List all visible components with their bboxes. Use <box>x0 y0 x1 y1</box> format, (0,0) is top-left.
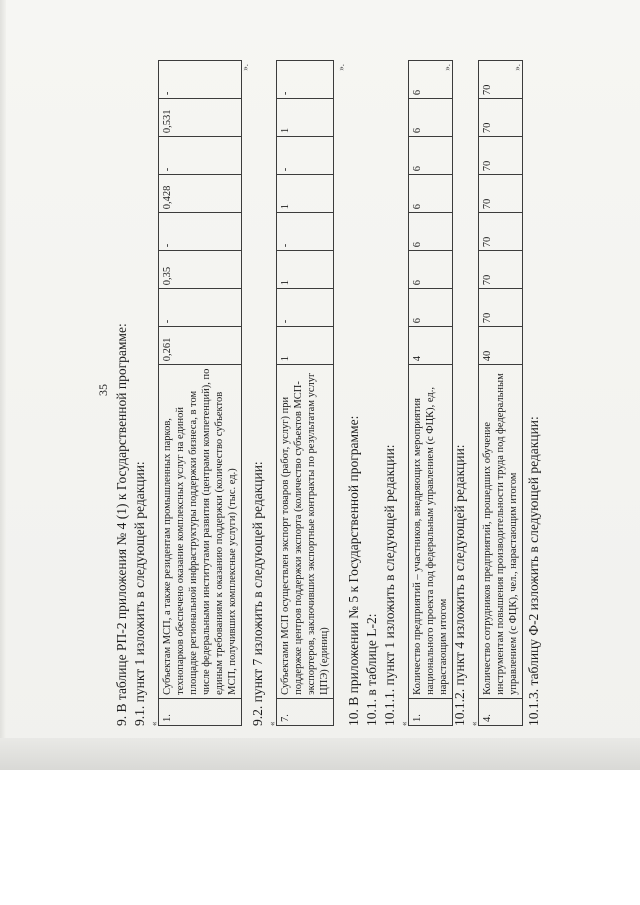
value-cell: 6 <box>409 213 453 251</box>
table-l2-row-1 <box>408 60 453 726</box>
value-cell: - <box>159 213 242 251</box>
row-description: Субъектами МСП осуществлен экспорт товаров (работ, услуг) при поддержке центров поддержки экспорта (количество субъектов МСП-экспортеров, заключивших экспортные контракты по результатам услуг ЦПЭ) (единиц) <box>277 365 334 699</box>
value-cell: 6 <box>409 137 453 175</box>
section-9-1: 9.1. пункт 1 изложить в следующей редакции: <box>132 461 147 726</box>
scan-bottom-shadow <box>0 738 640 770</box>
page-number: 35 <box>96 384 110 396</box>
row-number: 1. <box>409 698 453 725</box>
value-cell: 6 <box>409 175 453 213</box>
quote-open-2: « <box>267 721 277 726</box>
value-cell: 0,261 <box>159 327 242 365</box>
table-row <box>409 61 453 726</box>
value-cell: 0,428 <box>159 175 242 213</box>
value-cell: 0,531 <box>159 99 242 137</box>
quote-close-2: ». <box>336 64 346 71</box>
value-cell: 40 <box>479 327 523 365</box>
value-cell: 70 <box>479 61 523 99</box>
row-description: Количество предприятий – участников, внедряющих мероприятия национального проекта под федеральным управлением (с ФЦК), ед., нарастающим итогом <box>409 365 453 699</box>
quote-open-1: « <box>149 721 159 726</box>
value-cell: - <box>277 289 334 327</box>
section-10-1-1: 10.1.1. пункт 1 изложить в следующей редакции: <box>382 444 397 726</box>
section-9-2: 9.2. пункт 7 изложить в следующей редакции: <box>250 461 265 726</box>
section-10-1: 10.1. в таблице L-2: <box>364 613 379 726</box>
table-l2-row-4 <box>478 60 523 726</box>
section-9-title: 9. В таблице РП-2 приложения № 4 (1) к Государственной программе: <box>114 323 129 726</box>
row-number: 7. <box>277 698 334 725</box>
value-cell: 1 <box>277 175 334 213</box>
value-cell: - <box>277 61 334 99</box>
value-cell: - <box>277 137 334 175</box>
value-cell: 1 <box>277 251 334 289</box>
value-cell: 6 <box>409 99 453 137</box>
table-rp2-row-1 <box>158 60 242 726</box>
table-rp2-row-7 <box>276 60 334 726</box>
table-row <box>479 61 523 726</box>
row-number: 4. <box>479 698 523 725</box>
value-cell: 4 <box>409 327 453 365</box>
value-cell: 0,35 <box>159 251 242 289</box>
value-cell: 70 <box>479 137 523 175</box>
quote-close-1: ». <box>240 64 250 71</box>
value-cell: 70 <box>479 99 523 137</box>
section-10-1-3: 10.1.3. таблицу Ф-2 изложить в следующей редакции: <box>526 416 541 726</box>
row-description: Количество сотрудников предприятий, прошедших обучение инструментам повышения производительности труда под федеральным управлением (с ФЦК), чел., нарастающим итогом <box>479 365 523 699</box>
rotated-document-page <box>90 40 550 740</box>
row-number: 1. <box>159 698 242 725</box>
value-cell: - <box>159 137 242 175</box>
table-row <box>277 61 334 726</box>
value-cell: 1 <box>277 99 334 137</box>
value-cell: 6 <box>409 61 453 99</box>
value-cell: 70 <box>479 175 523 213</box>
value-cell: - <box>159 61 242 99</box>
scan-left-edge <box>0 0 6 770</box>
quote-open-3: « <box>399 721 409 726</box>
value-cell: 70 <box>479 213 523 251</box>
quote-close-3: ». <box>442 64 452 71</box>
value-cell: 6 <box>409 289 453 327</box>
value-cell: - <box>159 289 242 327</box>
section-10-1-2: 10.1.2. пункт 4 изложить в следующей редакции: <box>452 444 467 726</box>
section-10-title: 10. В приложении № 5 к Государственной программе: <box>346 415 361 726</box>
table-row <box>159 61 242 726</box>
value-cell: - <box>277 213 334 251</box>
quote-open-4: « <box>469 721 479 726</box>
value-cell: 1 <box>277 327 334 365</box>
value-cell: 6 <box>409 251 453 289</box>
value-cell: 70 <box>479 251 523 289</box>
value-cell: 70 <box>479 289 523 327</box>
quote-close-4: ». <box>512 64 522 71</box>
row-description: Субъектам МСП, а также резидентам промышленных парков, технопарков обеспечено оказание комплексных услуг на единой площадке региональной инфраструктуры поддержки бизнеса, в том числе федеральными институтами развития (центрами компетенций), по единым требованиям к оказанию поддержки (количество субъектов МСП, получивших комплексные услуги) (тыс. ед.) <box>159 365 242 699</box>
